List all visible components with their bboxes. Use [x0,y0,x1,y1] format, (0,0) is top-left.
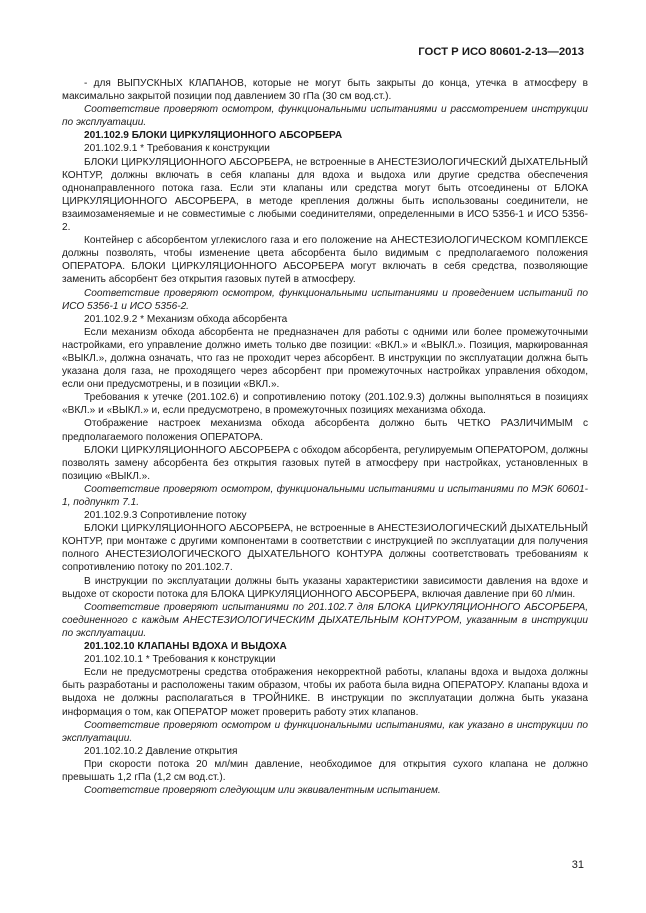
page-number: 31 [571,859,584,871]
subsection-heading: 201.102.10.2 Давление открытия [84,745,238,757]
compliance-note: Соответствие проверяют следующим или эквивалентным испытанием. [84,785,441,797]
paragraph: Если механизм обхода абсорбента не предназначен для работы с одними или более промежуточными настройками, его управление должно иметь только две позиции: «ВКЛ.» и «ВЫКЛ.». Позиция, маркированная «ВЫКЛ.», должна означать, что газ не проходит через абсорбент. В инструкции по эксплуатации должна быть указана доля газа, не проходящего через абсорбент при промежуточных настройках управления обходом, если они предусмотрены, и в позиции «ВКЛ.». [62,326,588,391]
subsection-heading: 201.102.9.2 * Механизм обхода абсорбента [84,313,288,325]
paragraph: Если не предусмотрены средства отображения некорректной работы, клапаны вдоха и выдоха должны быть разработаны и расположены таким образом, чтобы их работа была видна ОПЕРАТОРУ. Клапаны вдоха и выдоха не должны располагаться в ТРОЙНИКЕ. В инструкции по эксплуатации должна быть указана информация о том, как ОПЕРАТОР может проверить работу этих клапанов. [62,667,588,718]
subsection-heading: 201.102.9.1 * Требования к конструкции [84,143,270,155]
paragraph: Контейнер с абсорбентом углекислого газа и его положение на АНЕСТЕЗИОЛОГИЧЕСКОМ КОМПЛЕКСЕ должны позволять, чтобы изменение цвета абсорбента было видимым с предполагаемого положения ОПЕРАТОРА. БЛОКИ ЦИРКУЛЯЦИОННОГО АБСОРБЕРА могут включать в себя средства, позволяющие заменить абсорбент без открытия газовых путей в атмосферу. [62,235,588,286]
compliance-note: Соответствие проверяют осмотром и функциональными испытаниями, как указано в инструкции по эксплуатации. [62,719,588,744]
compliance-note: Соответствие проверяют осмотром, функциональными испытаниями и испытаниями по МЭК 60601-1, подпункт 7.1. [62,483,588,508]
compliance-note: Соответствие проверяют осмотром, функциональными испытаниями и проведением испытаний по ИСО 5356-1 и ИСО 5356-2. [62,287,588,312]
paragraph: БЛОКИ ЦИРКУЛЯЦИОННОГО АБСОРБЕРА с обходом абсорбента, регулируемым ОПЕРАТОРОМ, должны позволять замену абсорбента без открытия газовых путей в атмосферу при настройках, установленных в позицию «ВЫКЛ.». [62,444,588,482]
document-header: ГОСТ Р ИСО 80601-2-13—2013 [418,46,584,58]
paragraph: В инструкции по эксплуатации должны быть указаны характеристики зависимости давления на вдохе и выдохе от скорости потока для БЛОКА ЦИРКУЛЯЦИОННОГО АБСОРБЕРА, включая давление при 60 л/мин. [62,575,588,600]
subsection-heading: 201.102.9.3 Сопротивление потоку [84,510,247,522]
paragraph: БЛОКИ ЦИРКУЛЯЦИОННОГО АБСОРБЕРА, не встроенные в АНЕСТЕЗИОЛОГИЧЕСКИЙ ДЫХАТЕЛЬНЫЙ КОНТУР, при монтаже с другими компонентами в соответствии с инструкцией по эксплуатации для получения полного АНЕСТЕЗИОЛОГИЧЕСКОГО ДЫХАТЕЛЬНОГО КОНТУРА должны соответствовать требованиям к сопротивлению потоку по 201.102.7. [62,523,588,574]
section-heading: 201.102.10 КЛАПАНЫ ВДОХА И ВЫДОХА [84,641,287,653]
paragraph: Отображение настроек механизма обхода абсорбента должно быть ЧЕТКО РАЗЛИЧИМЫМ с предполагаемого положения ОПЕРАТОРА. [62,418,588,443]
paragraph: БЛОКИ ЦИРКУЛЯЦИОННОГО АБСОРБЕРА, не встроенные в АНЕСТЕЗИОЛОГИЧЕСКИЙ ДЫХАТЕЛЬНЫЙ КОНТУР, должны включать в себя клапаны для вдоха и выдоха или другие средства обеспечения однонаправленного потока газа. Если эти клапаны или средства могут быть отсоединены от БЛОКА ЦИРКУЛЯЦИОННОГО АБСОРБЕРА, в методе крепления должны быть использованы соединители, не взаимозаменяемые и не совместимые с любыми соединителями, определенными в ИСО 5356-1 и ИСО 5356-2. [62,156,588,234]
page-body [62,77,588,797]
paragraph: Требования к утечке (201.102.6) и сопротивлению потоку (201.102.9.3) должны выполняться в позициях «ВКЛ.» и «ВЫКЛ.» и, если предусмотрено, в промежуточных позициях механизма обхода. [62,392,588,417]
compliance-note: Соответствие проверяют испытаниями по 201.102.7 для БЛОКА ЦИРКУЛЯЦИОННОГО АБСОРБЕРА, соединенного с каждым АНЕСТЕЗИОЛОГИЧЕСКИМ ДЫХАТЕЛЬНЫМ КОНТУРОМ, указанным в инструкции по эксплуатации. [62,601,588,639]
paragraph: - для ВЫПУСКНЫХ КЛАПАНОВ, которые не могут быть закрыты до конца, утечка в атмосферу в максимально закрытой позиции под давлением 30 гПа (30 см вод.ст.). [62,78,588,103]
subsection-heading: 201.102.10.1 * Требования к конструкции [84,654,276,666]
paragraph: При скорости потока 20 мл/мин давление, необходимое для открытия сухого клапана не должно превышать 1,2 гПа (1,2 см вод.ст.). [62,758,588,783]
section-heading: 201.102.9 БЛОКИ ЦИРКУЛЯЦИОННОГО АБСОРБЕРА [84,130,343,142]
compliance-note: Соответствие проверяют осмотром, функциональными испытаниями и рассмотрением инструкции по эксплуатации. [62,104,588,129]
